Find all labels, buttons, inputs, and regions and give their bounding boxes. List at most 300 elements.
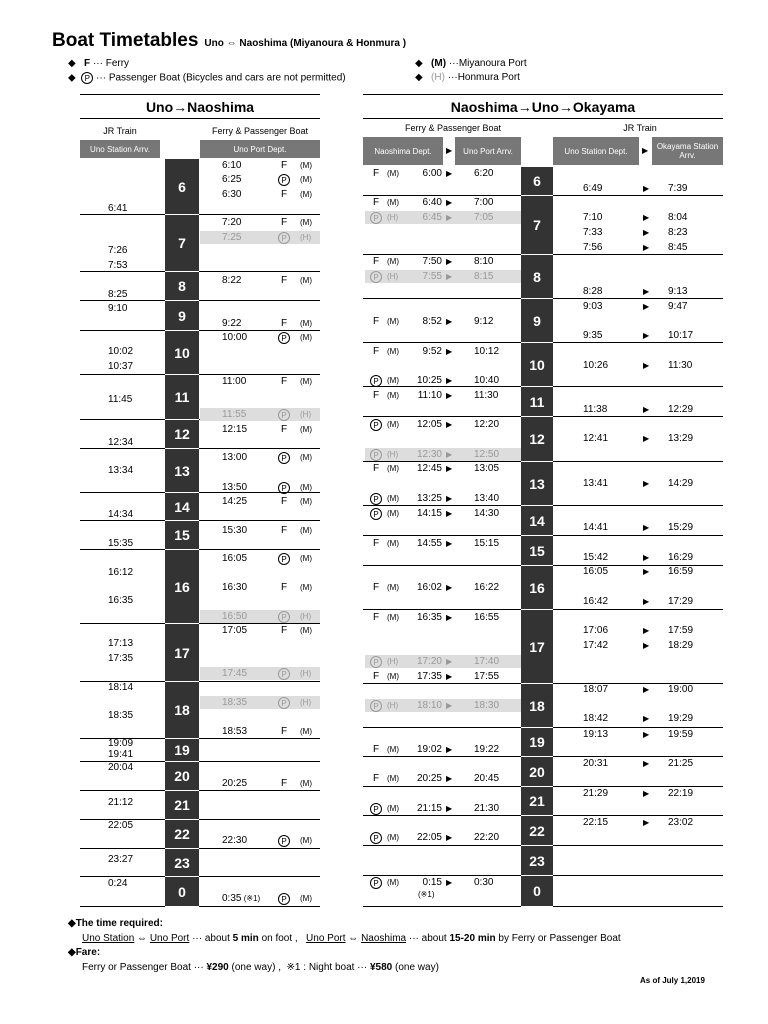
uno-port-arrival-time: 10:12 [474,346,500,357]
okayama-arrival-time: 13:29 [668,433,694,444]
passenger-circle-icon: P [370,375,382,387]
hour-cell: 13 [165,449,199,493]
hour-cell: 0 [165,877,199,907]
passenger-circle-icon: P [278,174,290,186]
uno-port-arrival-time: 6:20 [474,168,494,179]
uno-station-dept-header: Uno Station Dept. [553,137,639,165]
uno-port-arrival-time: 10:40 [474,375,500,386]
boat-departure-time: 18:35 [222,697,248,708]
hour-cell: 13 [521,462,553,506]
port-mark: (M) [300,836,312,845]
passenger-circle-icon: P [278,332,290,344]
top-rule-right [363,94,723,95]
okayama-arrival-time: 22:19 [668,788,694,799]
hour-cell: 11 [521,387,553,417]
hour-cell: 8 [165,272,199,301]
arrow-icon: ▶ [643,331,650,340]
jr-arrival-time: 7:26 [108,245,128,256]
okayama-arrival-time: 14:29 [668,478,694,489]
uno-port-arrival-time: 18:30 [474,700,500,711]
port-mark: (M) [387,745,399,754]
boat-minutes: 15-20 min [449,933,496,944]
boat-departure-time: 14:25 [222,496,248,507]
arrow-icon: ▶ [643,626,650,635]
naoshima-departure-time: 20:25 [416,773,442,784]
boat-departure-time: 7:20 [222,217,242,228]
okayama-arrival-time: 7:39 [668,183,688,194]
uno-port-arrival-time: 11:30 [474,390,499,401]
arrow-icon: ▶ [446,701,453,710]
naoshima-departure-time: 12:30 [416,449,442,460]
uno-station-departure-time: 19:13 [583,729,609,740]
ferry-mark: F [372,538,380,549]
arrow-icon: ▶ [643,361,650,370]
hour-cell: 12 [521,417,553,462]
arrow-icon: ▶ [643,714,650,723]
hour-cell: 22 [521,816,553,846]
arrow-icon: ▶ [643,789,650,798]
boat-departure-time: 6:30 [222,189,242,200]
night-note: (※1) [418,890,435,899]
passenger-circle-icon: P [278,611,290,623]
uno-station-departure-time: 18:07 [583,684,609,695]
uno-port-arrival-time: 12:50 [474,449,500,460]
hour-cell: 19 [521,728,553,757]
naoshima-departure-time: 8:52 [422,316,442,327]
port-mark: (M) [300,626,312,635]
port-mark: (M) [387,391,399,400]
hour-cell: 14 [165,493,199,521]
ferry-mark: F [372,390,380,401]
row-divider [199,848,320,849]
uno-port-dept-header: Uno Port Dept. [200,140,320,158]
arrow-icon: ▶ [643,730,650,739]
uno-station-departure-time: 10:26 [583,360,609,371]
ferry-mark: F [280,726,288,737]
arrow-icon: ▶ [446,613,453,622]
naoshima-departure-time: 21:15 [416,803,442,814]
passenger-circle-icon: P [370,419,382,431]
uno-station-departure-time: 7:33 [583,227,603,238]
port-mark: (M) [387,833,399,842]
jr-arrival-time: 7:53 [108,260,128,271]
uno-station-arrv-header: Uno Station Arrv. [80,140,160,158]
row-divider [363,298,521,299]
arrow-icon: ▶ [643,759,650,768]
arrow-icon: ▶ [446,494,453,503]
naoshima-departure-time: 17:20 [416,656,442,667]
passenger-circle-icon: P [370,877,382,889]
jr-arrival-time: 13:34 [108,465,134,476]
row-divider [553,815,723,816]
arrow-icon: ▶ [643,287,650,296]
boat-departure-time: 16:05 [222,553,248,564]
fare-label [68,947,100,958]
jr-arrival-time: 20:04 [108,762,134,773]
naoshima-departure-time: 14:15 [416,508,442,519]
ferry-mark: F [372,671,380,682]
row-divider [363,461,521,462]
boat-departure-time: 15:30 [222,525,248,536]
arrow-icon: ▶ [643,685,650,694]
ferry-mark: F [280,160,288,171]
port-mark: (H) [300,669,312,678]
row-divider [199,623,320,624]
row-divider [199,330,320,331]
jr-arrival-time: 9:10 [108,303,128,314]
port-mark: (H) [300,698,312,707]
row-divider [363,683,521,684]
boat-departure-time: 17:45 [222,668,248,679]
arrow-icon: ▶ [446,450,453,459]
uno-port-arrival-time: 0:30 [474,877,494,888]
uno-port-arrival-time: 17:40 [474,656,500,667]
passenger-circle-icon: P [278,232,290,244]
fare-price: ¥290 [206,962,229,973]
arrow-icon: ▶ [643,641,650,650]
uno-port-arrival-time: 8:10 [474,256,494,267]
naoshima-text: Naoshima [361,933,407,944]
left-jr-header: JR Train [103,126,137,136]
arrow-icon: ▶ [643,479,650,488]
jr-arrival-time: 12:34 [108,437,134,448]
fare-text: Ferry or Passenger Boat ··· [82,962,207,973]
jr-arrival-time: 10:02 [108,346,134,357]
port-mark: (M) [387,509,399,518]
left-section-title: Uno→Naoshima [80,99,320,119]
port-mark: (H) [300,612,312,621]
hour-cell: 18 [521,684,553,728]
hour-cell: 10 [521,343,553,387]
uno-station-departure-time: 18:42 [583,713,609,724]
hour-cell: 9 [165,301,199,331]
hour-cell: 12 [165,420,199,449]
hour-cell: 19 [165,739,199,762]
port-mark: (M) [387,494,399,503]
port-mark: (H) [387,213,399,222]
foot-suffix: on foot , [261,933,298,944]
ferry-mark: F [372,773,380,784]
okayama-arrival-time: 18:29 [668,640,694,651]
arrow-icon: ▶ [446,539,453,548]
row-divider [553,683,723,684]
boat-departure-time: 16:50 [222,611,248,622]
port-mark: (H) [387,701,399,710]
row-divider [363,195,521,196]
naoshima-departure-time: 7:50 [422,256,442,267]
arrow-icon: ▶ [643,302,650,311]
top-rule-left [80,94,320,95]
row-divider [80,906,165,907]
arrow-icon: ▶ [446,878,453,887]
night-oneway: (one way) [395,962,439,973]
jr-arrival-time: 14:34 [108,509,134,520]
port-mark: (M) [300,894,312,903]
jr-arrival-time: 11:45 [108,394,133,405]
uno-station-text: Uno Station [82,933,135,944]
row-divider [553,342,723,343]
uno-station-departure-time: 7:56 [583,242,603,253]
port-mark: (M) [387,774,399,783]
uno-port-arrival-time: 9:12 [474,316,494,327]
ferry-mark: F [280,424,288,435]
passenger-circle-icon: P [278,893,290,905]
naoshima-departure-time: 6:45 [422,212,442,223]
boat-text: ··· about [408,933,450,944]
uno-station-departure-time: 17:06 [583,625,609,636]
row-divider [363,727,521,728]
jr-arrival-time: 19:09 [108,738,134,749]
okayama-arrival-time: 17:29 [668,596,694,607]
boat-departure-time: 11:00 [222,376,247,387]
hour-cell: 17 [165,624,199,682]
okayama-arrival-time: 10:17 [668,330,694,341]
hour-cell: 14 [521,506,553,536]
okayama-arrival-time: 19:29 [668,713,694,724]
legend-passenger [68,72,346,84]
passenger-circle-icon: P [370,271,382,283]
okayama-arrival-time: 23:02 [668,817,694,828]
uno-station-departure-time: 6:49 [583,183,603,194]
right-boat-header: Ferry & Passenger Boat [404,123,502,133]
hour-cell: 23 [521,846,553,876]
row-divider [199,876,320,877]
arrow-icon: ▶ [643,405,650,414]
uno-station-departure-time: 7:10 [583,212,603,223]
arrow-icon: ▶ [643,434,650,443]
jr-arrival-time: 0:24 [108,878,128,889]
port-mark: (M) [387,317,399,326]
row-divider [553,609,723,610]
uno-port-arrival-time: 19:22 [474,744,500,755]
hour-cell: 15 [165,521,199,550]
honmura-key: (H) [431,72,445,83]
port-mark: (M) [387,878,399,887]
port-mark: (M) [300,175,312,184]
hour-cell: 20 [165,762,199,791]
ferry-mark: F [280,318,288,329]
fare-oneway: (one way) , [231,962,281,973]
jr-arrival-time: 17:35 [108,653,134,664]
row-divider [553,756,723,757]
jr-arrival-time: 6:41 [108,203,128,214]
time-required-label [68,918,163,929]
boat-departure-time: 13:50 [222,482,248,493]
uno-port-arrival-time: 20:45 [474,773,500,784]
naoshima-departure-time: 12:45 [416,463,442,474]
okayama-station-arrv-header: Okayama Station Arrv. [652,137,723,165]
arrow-icon: ▶ [643,243,650,252]
arrow-icon: ▶ [446,317,453,326]
arrow-icon: ▶ [643,213,650,222]
uno-station-departure-time: 12:41 [583,433,609,444]
port-mark: (M) [300,333,312,342]
arrow-icon: ▶ [643,818,650,827]
port-mark: (H) [387,657,399,666]
ferry-text: ··· Ferry [92,58,130,69]
arrow-icon: ▶ [446,509,453,518]
row-divider [199,738,320,739]
port-mark: (M) [387,347,399,356]
miyanoura-key: (M) [431,58,447,69]
time-required-text: The time required: [75,918,163,929]
row-divider [80,330,165,331]
hour-cell: 11 [165,375,199,420]
row-divider [80,876,165,877]
row-divider [80,419,165,420]
passenger-circle-icon: P [370,700,382,712]
okayama-arrival-time: 8:45 [668,242,688,253]
uno-station-departure-time: 17:42 [583,640,609,651]
passenger-circle-icon: P [81,72,93,84]
arrow-icon: ▶ [643,523,650,532]
okayama-arrival-time: 16:29 [668,552,694,563]
naoshima-departure-time: 19:02 [416,744,442,755]
boat-departure-time: 18:53 [222,726,248,737]
uno-port-arrival-time: 7:00 [474,197,494,208]
hour-cell: 0 [521,876,553,907]
arrow-icon: ▶ [446,774,453,783]
okayama-arrival-time: 19:59 [668,729,694,740]
bullet-icon: ◆ [68,58,76,69]
hour-cell: 16 [165,550,199,624]
port-mark: (M) [387,169,399,178]
row-divider [363,906,521,907]
uno-port-arrival-time: 12:20 [474,419,500,430]
arrow-icon: ▶ [446,420,453,429]
port-mark: (M) [300,483,312,492]
naoshima-departure-time: 13:25 [416,493,442,504]
ferry-mark: F [372,463,380,474]
jr-arrival-time: 16:12 [108,567,134,578]
arrow-icon: ▶ [642,146,649,155]
row-divider [80,374,165,375]
ferry-mark: F [372,582,380,593]
passenger-text: ··· Passenger Boat (Bicycles and cars are not permitted) [96,72,346,84]
naoshima-departure-time: 7:55 [422,271,442,282]
arrow-icon: ▶ [446,146,453,155]
ferry-mark: F [280,275,288,286]
row-divider [363,416,521,417]
uno-station-departure-time: 21:29 [583,788,609,799]
okayama-arrival-time: 15:29 [668,522,694,533]
boat-departure-time: 0:35 (※1) [222,893,261,904]
ferry-mark: F [372,256,380,267]
row-divider [363,609,521,610]
arrow-icon: ▶ [643,597,650,606]
night-note: (※1) [241,894,261,903]
row-divider [363,505,521,506]
port-mark: (M) [387,376,399,385]
hour-cell: 15 [521,536,553,566]
passenger-circle-icon: P [370,493,382,505]
row-divider [553,386,723,387]
uno-port-arrv-header: Uno Port Arrv. [455,137,521,165]
ferry-mark: F [280,778,288,789]
uno-port-arrival-time: 13:05 [474,463,500,474]
naoshima-departure-time: 10:25 [416,375,442,386]
row-divider [199,790,320,791]
jr-arrival-time: 8:25 [108,289,128,300]
time-required-line: Uno Station ⇔ Uno Port ··· about 5 min on foot , Uno Port ⇔ Naoshima ··· about 15-20 min by Ferry or Passenger Boat [82,933,621,944]
port-mark: (H) [300,233,312,242]
naoshima-departure-time: 0:15 [422,877,442,888]
okayama-arrival-time: 19:00 [668,684,694,695]
naoshima-departure-time: 6:40 [422,197,442,208]
row-divider [199,681,320,682]
row-divider [553,875,723,876]
boat-departure-time: 13:00 [222,452,248,463]
okayama-arrival-time: 11:30 [668,360,693,371]
row-divider [553,254,723,255]
hour-cell: 10 [165,331,199,375]
row-divider [553,416,723,417]
row-divider [363,815,521,816]
legend-miyanoura [415,58,527,69]
legend-honmura [415,72,520,83]
ferry-mark: F [280,582,288,593]
port-mark: (M) [387,804,399,813]
naoshima-departure-time: 18:10 [416,700,442,711]
bullet-icon: ◆ [68,72,76,84]
boat-departure-time: 9:22 [222,318,242,329]
hour-cell: 21 [165,791,199,820]
arrow-icon: ▶ [446,213,453,222]
arrow-icon: ▶ [446,745,453,754]
uno-port-arrival-time: 16:55 [474,612,500,623]
row-divider [199,761,320,762]
ferry-key: F [84,58,91,69]
hour-cell: 20 [521,757,553,787]
port-mark: (M) [300,453,312,462]
port-mark: (M) [387,539,399,548]
uno-station-departure-time: 8:28 [583,286,603,297]
route-subtitle: Uno ⇔ Naoshima (Miyanoura & Honmura ) [204,38,407,49]
uno-port-text: Uno Port [149,933,190,944]
uno-station-departure-time: 14:41 [583,522,609,533]
title-text: Boat Timetables [52,30,199,51]
row-divider [199,819,320,820]
port-mark: (M) [300,276,312,285]
boat-departure-time: 12:15 [222,424,248,435]
uno-station-departure-time: 20:31 [583,758,609,769]
jr-arrival-time: 22:05 [108,820,134,831]
row-divider [553,565,723,566]
naoshima-dept-header: Naoshima Dept. [363,137,443,165]
uno-station-departure-time: 15:42 [583,552,609,563]
uno-station-departure-time: 16:42 [583,596,609,607]
uno-port-arrival-time: 13:40 [474,493,500,504]
port-mark: (M) [387,464,399,473]
port-mark: (M) [300,319,312,328]
passenger-circle-icon: P [278,668,290,680]
passenger-circle-icon: P [278,697,290,709]
port-mark: (H) [300,410,312,419]
passenger-circle-icon: P [370,832,382,844]
boat-departure-time: 6:25 [222,174,242,185]
port-mark: (M) [300,161,312,170]
ferry-mark: F [372,197,380,208]
arrow-icon: ▶ [643,567,650,576]
row-divider [363,254,521,255]
passenger-circle-icon: P [370,449,382,461]
naoshima-departure-time: 16:02 [416,582,442,593]
bullet-icon: ◆ [68,947,76,958]
uno-port-text-2: Uno Port [306,933,346,944]
ferry-mark: F [372,744,380,755]
ferry-mark: F [280,625,288,636]
port-mark: (M) [300,779,312,788]
